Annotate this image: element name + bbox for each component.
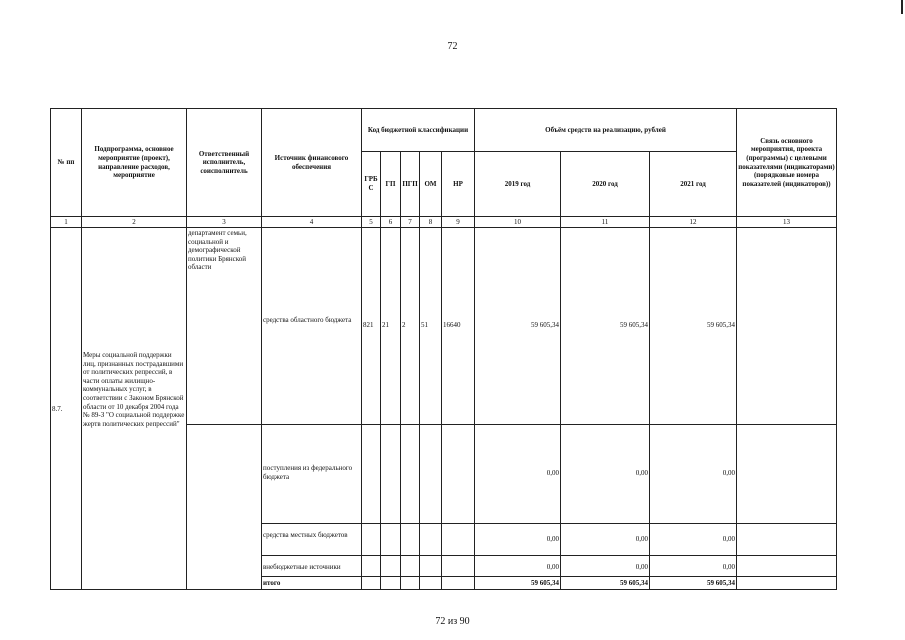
header-2019: 2019 год bbox=[504, 179, 531, 188]
source-federal: поступления из федерального бюджета bbox=[263, 464, 353, 481]
value-2020: 0,00 bbox=[635, 563, 648, 571]
source-total: итого bbox=[263, 579, 281, 587]
header-no: № пп bbox=[57, 158, 75, 167]
source-local: средства местных бюджетов bbox=[263, 531, 348, 539]
header-om: ОМ bbox=[424, 179, 437, 188]
col-number: 9 bbox=[456, 218, 460, 226]
source-extrabudgetary: внебюджетные источники bbox=[263, 563, 341, 571]
header-2021: 2021 год bbox=[680, 179, 706, 188]
header-gp: ГП bbox=[385, 179, 396, 188]
col-number: 4 bbox=[309, 218, 314, 226]
value-2020: 59 605,34 bbox=[620, 321, 648, 329]
col-number: 7 bbox=[408, 218, 412, 226]
value-2019: 59 605,34 bbox=[531, 321, 559, 329]
total-2021: 59 605,34 bbox=[707, 579, 735, 587]
header-subprogram: Подпрограмма, основное мероприятие (проект), направление расходов, мероприятие bbox=[94, 145, 174, 180]
col-number: 3 bbox=[222, 218, 226, 226]
header-grbs: ГРБС bbox=[364, 175, 378, 192]
header-responsible: Ответственный исполнитель, соисполнитель bbox=[198, 149, 250, 175]
page-number-top: 72 bbox=[447, 41, 458, 52]
source-regional: средства областного бюджета bbox=[263, 316, 352, 324]
header-np: НР bbox=[453, 179, 463, 188]
total-2020: 59 605,34 bbox=[620, 579, 648, 587]
code-grbs: 821 bbox=[363, 321, 374, 329]
code-pgp: 2 bbox=[402, 321, 406, 329]
row-number: 8.7. bbox=[52, 405, 63, 413]
page-number-bottom: 72 из 90 bbox=[435, 616, 470, 627]
header-2020: 2020 год bbox=[592, 179, 618, 188]
col-number: 12 bbox=[689, 218, 697, 226]
value-2019: 0,00 bbox=[546, 535, 559, 543]
value-2021: 0,00 bbox=[722, 469, 735, 477]
measure-description: Меры социальной поддержки лиц, признанных пострадавшими от политических репрессий, в части оплаты жилищно-коммунальных услуг, в соответствии с Законом Брянской области от 10 декабря 2004 года № 89-З "О социальной поддержке жертв политических репрессий" bbox=[83, 351, 185, 428]
header-budget-code: Код бюджетной классификации bbox=[367, 125, 469, 134]
col-number: 11 bbox=[601, 218, 609, 226]
code-np: 16640 bbox=[443, 321, 461, 329]
col-number: 1 bbox=[64, 218, 68, 226]
header-source: Источник финансового обеспечения bbox=[274, 153, 349, 171]
code-gp: 21 bbox=[382, 321, 389, 329]
value-2021: 0,00 bbox=[722, 563, 735, 571]
total-2019: 59 605,34 bbox=[531, 579, 559, 587]
header-volume: Объём средств на реализацию, рублей bbox=[545, 125, 666, 134]
value-2021: 59 605,34 bbox=[707, 321, 735, 329]
header-pgp: ПГП bbox=[402, 179, 418, 188]
value-2020: 0,00 bbox=[635, 535, 648, 543]
col-number: 10 bbox=[514, 218, 521, 226]
value-2019: 0,00 bbox=[546, 563, 559, 571]
header-link: Связь основного мероприятия, проекта (программы) с целевыми показателями (индикаторами) (порядковые номера показателей (индикаторов)) bbox=[738, 136, 835, 188]
col-number: 6 bbox=[388, 218, 393, 226]
value-2020: 0,00 bbox=[635, 469, 648, 477]
col-number: 2 bbox=[132, 218, 136, 226]
code-om: 51 bbox=[421, 321, 428, 329]
col-number: 8 bbox=[428, 218, 433, 226]
col-number: 13 bbox=[783, 218, 790, 226]
col-number: 5 bbox=[369, 218, 373, 226]
value-2019: 0,00 bbox=[546, 469, 559, 477]
responsible-executor: департамент семьи, социальной и демографической политики Брянской области bbox=[188, 229, 247, 272]
value-2021: 0,00 bbox=[722, 535, 735, 543]
